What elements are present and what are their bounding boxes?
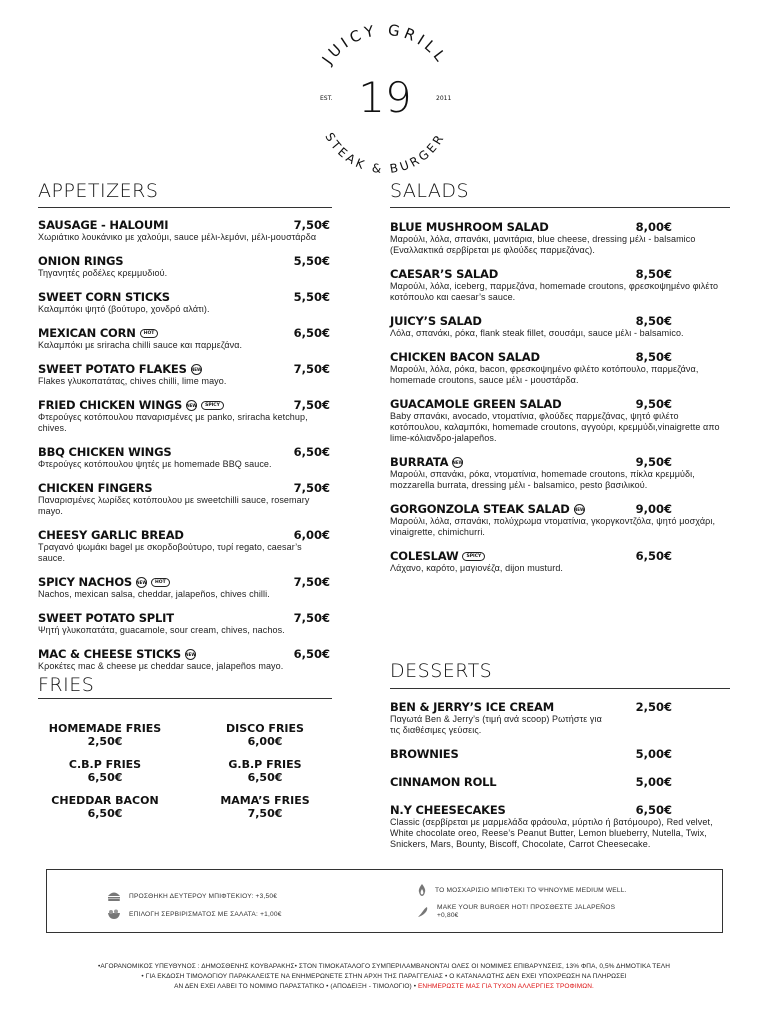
item-name: CHICKEN FINGERS [38, 481, 153, 495]
info-burger-patty: ΠΡΟΣΘΗΚΗ ΔΕΥΤΕΡΟΥ ΜΠΙΦΤΕΚΙΟΥ: +3,50€ [129, 892, 278, 900]
item-description: Φτερούγες κοτόπουλου παναρισμένες με panko, sriracha ketchup, chives. [38, 412, 308, 433]
fries-item [190, 794, 340, 820]
new-badge-icon: NEW [186, 400, 197, 411]
info-row [107, 891, 277, 901]
item-description: Μαρούλι, λόλα, iceberg, παρμεζάνα, homemade croutons, φρεσκοψημένο φιλέτο κοτόπουλο και caesar’s sauce. [390, 281, 719, 302]
item-description: Classic (σερβίρεται με μαρμελάδα φράουλα, μύρτιλο ή βατόμουρο), Red velvet, White chocolate oreo, Reese’s Peanut Butter, Lemon blueberry, Nutella, Twix, Snickers, Mars, Bounty, Biscoff, Chocolate, Carrot Cheesecake. [390, 817, 713, 849]
item-name: CINNAMON ROLL [390, 775, 497, 789]
item-name: BBQ CHICKEN WINGS [38, 445, 172, 459]
item-description: Παναρισμένες λωρίδες κοτόπουλου με sweetchilli sauce, rosemary mayo. [38, 495, 310, 516]
menu-item [38, 218, 330, 243]
spicy-badge-icon: SPICY [462, 552, 485, 561]
allergy-notice: ΕΝΗΜΕΡΩΣΤΕ ΜΑΣ ΓΙΑ ΤΥΧΟΝ ΑΛΛΕΡΓΙΕΣ ΤΡΟΦΙΜΩΝ. [418, 983, 594, 990]
salads-list [390, 220, 720, 585]
item-price: 9,50€ [635, 397, 672, 411]
desserts-list [390, 700, 713, 861]
item-price: 5,00€ [635, 775, 672, 789]
fries-name: CHEDDAR BACON [51, 794, 159, 807]
fries-price: 6,50€ [87, 771, 123, 784]
info-row [417, 884, 627, 896]
new-badge-icon: NEW [452, 457, 463, 468]
item-name: BLUE MUSHROOM SALAD [390, 220, 549, 234]
flame-icon [417, 884, 427, 896]
svg-text:STEAK & BURGER [322, 130, 447, 176]
fries-item [190, 722, 340, 748]
salads-title: SALADS [390, 180, 470, 202]
item-price: 7,50€ [293, 575, 330, 589]
item-price: 7,50€ [293, 362, 330, 376]
legal-footer [20, 962, 748, 992]
menu-item [38, 290, 330, 315]
item-price: 6,50€ [635, 803, 672, 817]
chili-pepper-icon [417, 906, 429, 918]
item-price: 8,00€ [635, 220, 672, 234]
item-name: BURRATA [390, 455, 449, 469]
item-price: 5,00€ [635, 747, 672, 761]
item-price: 8,50€ [635, 267, 672, 281]
appetizers-list [38, 218, 330, 683]
new-badge-icon: NEW [136, 577, 147, 588]
logo-number: 19 [358, 73, 412, 122]
info-hot-burger: MAKE YOUR BURGER HOT! ΠΡΟΣΘΕΣΤΕ JALAPEÑOS +0,80€ [437, 904, 616, 919]
menu-item [390, 267, 719, 303]
fries-price: 6,00€ [247, 735, 283, 748]
item-price: 6,50€ [293, 647, 330, 661]
fries-item [30, 758, 180, 784]
menu-item [390, 397, 720, 444]
salad-bowl-icon [107, 909, 121, 919]
fries-divider [38, 698, 332, 699]
item-name: SWEET CORN STICKS [38, 290, 170, 304]
appetizers-title: APPETIZERS [38, 180, 159, 202]
item-price: 7,50€ [293, 611, 330, 625]
item-price: 9,00€ [635, 502, 672, 516]
item-description: Μαρούλι, λόλα, σπανάκι, μανιτάρια, blue cheese, dressing μέλι - balsamico (Εναλλακτικά σερβίρεται με φλούδες παρμεζάνας). [390, 234, 696, 255]
footer-line-2: • ΓΙΑ ΕΚΔΟΣΗ ΤΙΜΟΛΟΓΙΟΥ ΠΑΡΑΚΑΛΕΙΣΤΕ ΝΑ ΕΝΗΜΕΡΩΝΕΤΕ ΣΤΗΝ ΑΡΧΗ ΤΗΣ ΠΑΡΑΓΓΕΛΙΑΣ • Ο ΚΑΤΑΝΑΛΩΤΗΣ ΔΕΝ ΕΧΕΙ ΥΠΟΧΡΕΩΣΗ ΝΑ ΠΛΗΡΩΣΕΙ [141, 973, 627, 980]
item-price: 6,00€ [293, 528, 330, 542]
item-description: Λάχανο, καρότο, μαγιονέζα, dijon musturd. [390, 563, 564, 573]
new-badge-icon: NEW [574, 504, 585, 515]
item-name: GORGONZOLA STEAK SALAD [390, 502, 570, 516]
info-row [417, 904, 637, 920]
menu-item [38, 398, 330, 434]
item-name: N.Y CHEESECAKES [390, 803, 506, 817]
menu-item [390, 314, 684, 339]
fries-name: C.B.P FRIES [68, 758, 142, 771]
item-description: Ψητή γλυκοπατάτα, guacamole, sour cream, chives, nachos. [38, 625, 285, 635]
item-price: 5,50€ [293, 290, 330, 304]
menu-item [38, 254, 330, 279]
item-name: COLESLAW [390, 549, 459, 563]
item-name: GUACAMOLE GREEN SALAD [390, 397, 562, 411]
fries-item [30, 722, 180, 748]
item-name: SAUSAGE - HALOUMI [38, 218, 169, 232]
salads-divider [390, 207, 730, 208]
item-description: Μαρούλι, λόλα, ρόκα, bacon, φρεσκοψημένο φιλέτο κοτόπουλο, παρμεζάνα, homemade croutons, sauce μέλι - μουστάρδα. [390, 364, 699, 385]
item-price: 8,50€ [635, 314, 672, 328]
menu-item [390, 455, 695, 491]
item-price: 9,50€ [635, 455, 672, 469]
fries-name: G.B.P FRIES [228, 758, 302, 771]
info-box [46, 869, 723, 933]
new-badge-icon: NEW [191, 364, 202, 375]
item-name: SWEET POTATO SPLIT [38, 611, 174, 625]
restaurant-logo [290, 22, 480, 178]
menu-item [390, 803, 713, 850]
menu-item [390, 502, 716, 538]
info-medium-well: ΤΟ ΜΟΣΧΑΡΙΣΙΟ ΜΠΙΦΤΕΚΙ ΤΟ ΨΗΝΟΥΜΕ MEDIUM WELL. [435, 886, 627, 894]
item-price: 8,50€ [635, 350, 672, 364]
item-description: Μαρούλι, σπανάκι, ρόκα, ντοματίνια, homemade croutons, πίκλα κρεμμύδι, mozzarella burrata, dressing μέλι - balsamico, pesto βασιλικού. [390, 469, 695, 490]
menu-item [38, 575, 330, 600]
fries-price: 2,50€ [87, 735, 123, 748]
menu-item [390, 220, 696, 256]
fries-price: 7,50€ [247, 807, 283, 820]
item-name: SPICY NACHOS [38, 575, 133, 589]
fries-name: MAMA’S FRIES [220, 794, 310, 807]
hot-badge-icon: HOT [140, 329, 159, 338]
info-salad-side: ΕΠΙΛΟΓΗ ΣΕΡΒΙΡΙΣΜΑΤΟΣ ΜΕ ΣΑΛΑΤΑ: +1,00€ [129, 910, 282, 918]
new-badge-icon: NEW [185, 649, 196, 660]
item-name: CHICKEN BACON SALAD [390, 350, 540, 364]
hot-badge-icon: HOT [151, 578, 170, 587]
item-description: Παγωτά Ben & Jerry’s (τιμή ανά scoop) Ρωτήστε για τις διαθέσιμες γεύσεις. [390, 714, 602, 735]
item-description: Λόλα, σπανάκι, ρόκα, flank steak fillet, σουσάμι, sauce μέλι - balsamico. [390, 328, 684, 338]
item-price: 5,50€ [293, 254, 330, 268]
item-price: 7,50€ [293, 398, 330, 412]
item-price: 6,50€ [293, 326, 330, 340]
logo-year: 2011 [436, 95, 452, 102]
spicy-badge-icon: SPICY [201, 401, 224, 410]
item-name: CAESAR’S SALAD [390, 267, 499, 281]
fries-price: 6,50€ [87, 807, 123, 820]
item-description: Nachos, mexican salsa, cheddar, jalapeños, chives chilli. [38, 589, 270, 599]
item-description: Φτερούγες κοτόπουλου ψητές με homemade BBQ sauce. [38, 459, 272, 469]
logo-est-label: EST. [320, 95, 333, 102]
item-description: Τραγανό ψωμάκι bagel με σκορδοβούτυρο, τυρί regato, caesar’s sauce. [38, 542, 302, 563]
item-name: FRIED CHICKEN WINGS [38, 398, 183, 412]
menu-item [38, 445, 330, 470]
logo-top-text: JUICY GRILL [318, 22, 452, 68]
item-description: Καλαμπόκι με sriracha chilli sauce και παρμεζάνα. [38, 340, 243, 350]
item-price: 6,50€ [635, 549, 672, 563]
item-name: JUICY’S SALAD [390, 314, 482, 328]
item-name: ONION RINGS [38, 254, 124, 268]
menu-item [38, 611, 330, 636]
item-price: 7,50€ [293, 481, 330, 495]
menu-item [390, 775, 672, 789]
menu-item [390, 549, 672, 574]
fries-title: FRIES [38, 674, 95, 696]
fries-name: DISCO FRIES [226, 722, 304, 735]
footer-line-3: ΑΝ ΔΕΝ ΕΧΕΙ ΛΑΒΕΙ ΤΟ ΝΟΜΙΜΟ ΠΑΡΑΣΤΑΤΙΚΟ • (ΑΠΟΔΕΙΞΗ - ΤΙΜΟΛΟΓΙΟ) • [174, 983, 417, 990]
item-description: Κροκέτες mac & cheese με cheddar sauce, jalapeños mayo. [38, 661, 284, 671]
item-name: SWEET POTATO FLAKES [38, 362, 187, 376]
burger-icon [107, 891, 121, 901]
item-description: Τηγανητές ροδέλες κρεμμυδιού. [38, 268, 168, 278]
desserts-divider [390, 688, 730, 689]
desserts-title: DESSERTS [390, 660, 493, 682]
menu-item [390, 747, 672, 761]
menu-item [38, 528, 330, 564]
menu-item [38, 481, 330, 517]
item-price: 6,50€ [293, 445, 330, 459]
item-description: Flakes γλυκοπατάτας, chives chilli, lime mayo. [38, 376, 227, 386]
fries-name: HOMEMADE FRIES [48, 722, 162, 735]
item-price: 7,50€ [293, 218, 330, 232]
item-price: 2,50€ [635, 700, 672, 714]
menu-item [38, 647, 330, 672]
logo-bottom-text: STEAK & BURGER [322, 130, 448, 177]
menu-item [38, 362, 330, 387]
footer-line-1: •ΑΓΟΡΑΝΟΜΙΚΟΣ ΥΠΕΥΘΥΝΟΣ : ΔΗΜΟΣΘΕΝΗΣ ΚΟΥΒΑΡΑΚΗΣ• ΣΤΟΝ ΤΙΜΟΚΑΤΑΛΟΓΟ ΣΥΜΠΕΡΙΛΑΜΒΑΝΟΝΤΑΙ ΟΛΕΣ ΟΙ ΝΟΜΙΜΕΣ ΕΠΙΒΑΡΥΝΣΕΙΣ, 13% ΦΠΑ, 0,5% ΔΗΜΟΤΙΚΑ ΤΕΛΗ [97, 963, 671, 970]
fries-item [190, 758, 340, 784]
menu-item [390, 350, 699, 386]
item-name: MEXICAN CORN [38, 326, 136, 340]
item-description: Καλαμπόκι ψητό (βούτυρο, χονδρό αλάτι). [38, 304, 210, 314]
item-name: BEN & JERRY’S ICE CREAM [390, 700, 554, 714]
fries-price: 6,50€ [247, 771, 283, 784]
item-description: Χωριάτικο λουκάνικο με χαλούμι, sauce μέλι-λεμόνι, μέλι-μουστάρδα [38, 232, 317, 242]
item-description: Μαρούλι, λόλα, σπανάκι, πολύχρωμα ντοματίνια, γκοργκοντζόλα, ψητό μοσχάρι, vinaigrette, chimichurri. [390, 516, 716, 537]
info-row [107, 909, 282, 919]
menu-item [390, 700, 672, 736]
svg-text:JUICY GRILL [318, 22, 452, 69]
item-description: Baby σπανάκι, avocado, ντοματίνια, φλούδες παρμεζάνας, ψητό φιλέτο κοτόπουλου, καλαμπόκι, homemade croutons, αγγούρι, κρεμμύδι,vinaigrette απο lime-κόλιανδρο-jalapeños. [390, 411, 720, 443]
item-name: MAC & CHEESE STICKS [38, 647, 181, 661]
menu-item [38, 326, 330, 351]
item-name: CHEESY GARLIC BREAD [38, 528, 184, 542]
appetizers-divider [38, 207, 332, 208]
item-name: BROWNIES [390, 747, 459, 761]
fries-item [30, 794, 180, 820]
